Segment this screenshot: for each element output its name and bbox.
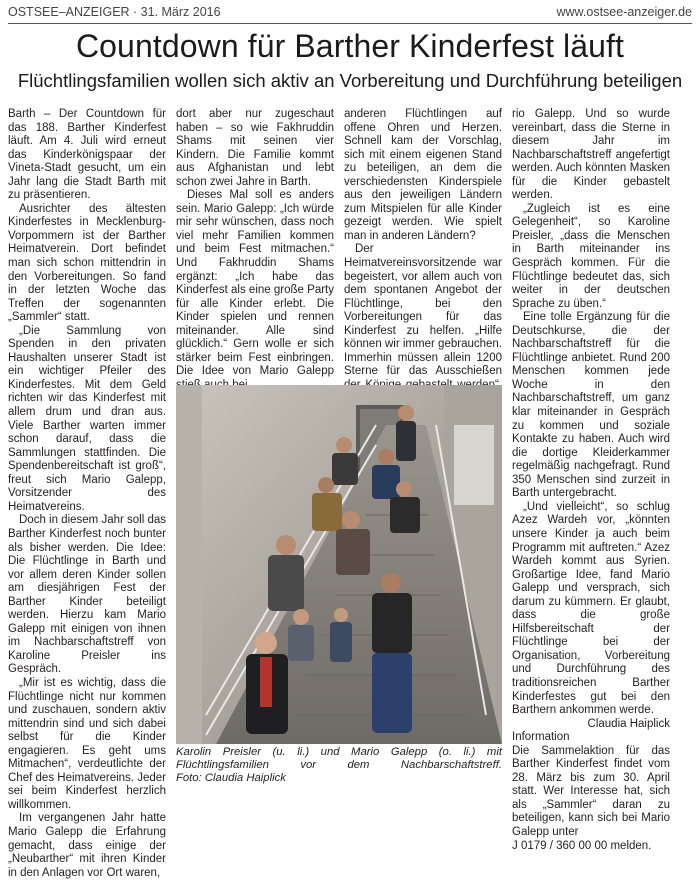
header-rule bbox=[8, 23, 692, 24]
article-column-4 bbox=[512, 108, 670, 853]
article-headline: Countdown für Barther Kinderfest läuft bbox=[75, 28, 625, 64]
paragraph: dort aber nur zugeschaut haben – so wie Fakhruddin Shams mit seinen vier Kindern. Die Familie kommt aus Afghanistan und lebt schon zwei Jahre in Barth. bbox=[176, 108, 334, 188]
paragraph: „Die Sammlung von Spenden in den privaten Haushalten unserer Stadt ist ein wichtiger Pfeiler des Kinderfestes. Mit dem Geld richten wir das Kinderfest mit allem drum und dran aus. Viele Barther warten immer schon darauf, dass die Sammlungen stattfinden. Die Spendenbereitschaft ist groß“, freut sich Mario Galepp, Vorsitzender des Heimatvereins. bbox=[8, 324, 166, 513]
article-column-1 bbox=[8, 108, 166, 880]
caption-text: Karolin Preisler (u. li.) und Mario Galepp (o. li.) mit Flüchtlingsfamilien vor dem Nachbarschaftstreff. bbox=[176, 746, 502, 772]
info-heading: Information bbox=[512, 731, 570, 744]
author-byline: Claudia Haiplick bbox=[587, 717, 670, 730]
paragraph: Der Heimatvereinsvorsitzende war begeistert, vor allem auch von dem spontanen Angebot der Flüchtlinge, bei den Vorbereitungen für das Kinderfest zu helfen. „Hilfe können wir immer gebrauchen. Immerhin müssen allein 1200 Sterne für das Ausschießen bbox=[344, 243, 502, 378]
paragraph: Doch in diesem Jahr soll das Barther Kinderfest noch bunter als bisher werden. Die Idee: Die Flüchtlinge in Barth und vor allem deren Kinder sollen am diesjährigen Fest der Barther Kinder beteiligt werden. Hierzu kam Mario Galepp mit einigen von ihnen im Nachbarschaftstreff von Karoline Preisler ins Gespräch. bbox=[8, 514, 167, 676]
newspaper-dateline: OSTSEE–ANZEIGER · 31. März 2016 bbox=[8, 5, 221, 19]
paragraph: anderen Flüchtlingen auf offene Ohren und Herzen. Schnell kam der Vorschlag, sich mit einem eigenen Stand zu beteiligen, an dem die verschiedensten Kinderspiele aus den jeweiligen Ländern zum Mitspielen für alle Kinder gezeigt werden. Wie spielt man in anderen Ländern? bbox=[344, 108, 502, 242]
article-column-2 bbox=[176, 108, 334, 392]
info-text: Die Sammelaktion für das Barther Kinderfest findet vom 28. März bis zum 30. April statt. Wer Interesse hat, sich als „Sammler“ daran zu beteiligen, kann sich bei Mario Galepp unter bbox=[512, 744, 670, 838]
article-photo bbox=[176, 385, 502, 744]
paragraph: „Mir ist es wichtig, dass die Flüchtlinge nicht nur kommen und zuschauen, sondern aktiv mittendrin sind und sich dabei selbst für die Kinder engagieren. Es geht ums Mitmachen“, verdeutlichte der Chef des Heimatvereins. Jeder sei beim Kinderfest herzlich willkommen. bbox=[8, 676, 166, 811]
paragraph: Barth – Der Countdown für das 188. Barther Kinderfest läuft. Am 4. Juli wird erneut das Kinderkönigspaar der Vineta-Stadt gesucht, um ein Jahr lang die Stadt Barth mit zu präsentieren. bbox=[8, 108, 166, 202]
photo-caption bbox=[176, 746, 502, 786]
paragraph: Eine tolle Ergänzung für die Deutschkurse, die der Nachbarschaftstreff für die Flüchtlinge anbietet. Rund 200 Menschen kommen jede Woche in den Nachbarschaftstreff, um ganz klar miteinander in Gespräch zu kommen und soziale Kontakte zu haben. Auch wird die dortige Kleiderkammer regelmäßig nachgefragt. Rund 350 Menschen sind zurzeit in Barth untergebracht. bbox=[512, 311, 670, 500]
website-url[interactable]: www.ostsee-anzeiger.de bbox=[556, 5, 692, 19]
paragraph: rio Galepp. Und so wurde vereinbart, dass die Sterne in diesem Jahr im Nachbarschaftstreff angefertigt werden. Auch könnten Masken für die Kinder gebastelt werden. bbox=[512, 108, 670, 202]
paragraph: Ausrichter des ältesten Kinderfestes in Mecklenburg-Vorpommern ist der Barther Heimatverein. Dort befindet man sich schon mittendrin in den Vorbereitungen. So fand in der letzten Woche das Treffen der sogenannten „Sammler“ statt. bbox=[8, 202, 166, 324]
paragraph: „Und vielleicht“, so schlug Azez Wardeh vor, „könnten unsere Kinder ja auch beim Programm mit auftreten.“ Azez Wardeh kommt aus Syrien. Großartige Idee, fand Mario Galepp und versprach, sich darum zu kümmern. Er glaubt, dass die große Hilfsbereitschaft der Flüchtlinge bei der Organisation, Vorbereitung und Durchführung des traditionsreichen Barther Kinderfestes gut bei den Barthern ankommen werde. bbox=[512, 500, 670, 717]
article-subheadline: Flüchtlingsfamilien wollen sich aktiv an Vorbereitung und Durchführung beteiligen bbox=[17, 70, 683, 91]
paragraph: Im vergangenen Jahr hatte Mario Galepp die Erfahrung gemacht, dass einige der „Neubarther“ mit ihren Kinder in den Anlagen vor Ort waren, bbox=[8, 812, 166, 879]
photo-credit: Foto: Claudia Haiplick bbox=[176, 772, 286, 785]
page-header bbox=[8, 5, 692, 21]
article-column-3 bbox=[344, 108, 502, 406]
paragraph: „Zugleich ist es eine Gelegenheit“, so Karoline Preisler, „dass die Menschen in Barth miteinander ins Gespräch kommen. Für die Flüchtlinge bedeutet das, sich weiter in der deutschen Sprache zu üben.“ bbox=[512, 202, 670, 310]
family-group-photo bbox=[176, 385, 502, 744]
paragraph: Dieses Mal soll es anders sein. Mario Galepp: „Ich würde mir sehr wünschen, dass noch viel mehr Familien kommen und beim Fest mitmachen.“ Und Fakhruddin Shams ergänzt: „Ich habe das Kinderfest als eine große Party für alle Kinder erlebt. Die Kinder spielen und rennen miteinander. Alle sind glücklich.“ Gern wolle er sich stärker beim Fest einbringen. Die Idee von Mario Galepp bbox=[176, 189, 334, 378]
info-phone: J 0179 / 360 00 00 melden. bbox=[512, 839, 652, 852]
